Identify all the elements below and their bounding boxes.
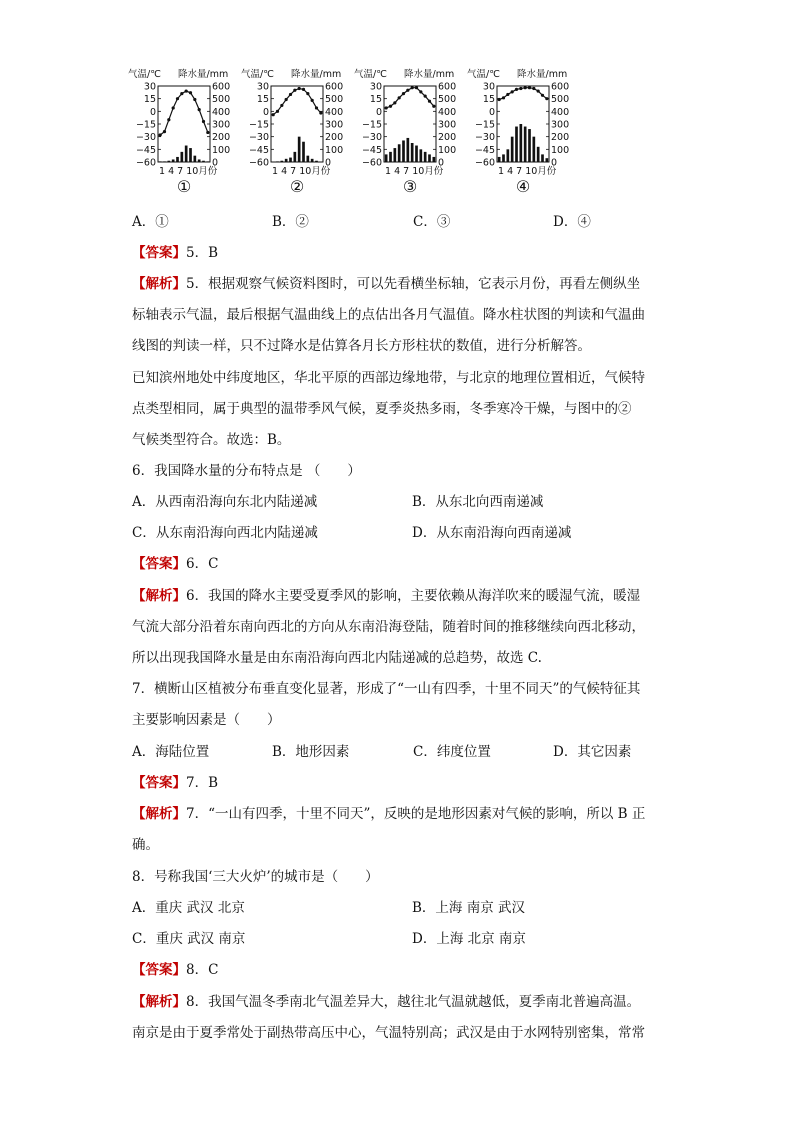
precip-bar xyxy=(393,148,396,162)
temp-point xyxy=(415,86,418,89)
explanation-8-line-2: 南京是由于夏季常处于副热带高压中心，气温特别高；武汉是由于水网特别密集，常常 xyxy=(132,1025,645,1041)
precip-bar xyxy=(185,146,188,162)
temp-point xyxy=(528,86,531,89)
climate-chart-1 xyxy=(128,66,240,200)
precip-tick-label: 100 xyxy=(438,144,457,156)
precip-bar xyxy=(406,138,409,162)
precip-tick-label: 300 xyxy=(212,119,231,131)
temp-point xyxy=(189,91,192,94)
temp-point xyxy=(524,86,527,89)
temp-axis-label: 气温/℃ xyxy=(128,69,161,80)
precip-bar xyxy=(398,144,401,162)
explanation-text: 6．我国的降水主要受夏季风的影响，主要依赖从海洋吹来的暖湿气流，暖湿 xyxy=(186,588,641,604)
temp-point xyxy=(498,98,501,101)
precip-tick-label: 300 xyxy=(325,119,344,131)
precip-tick-label: 600 xyxy=(212,81,231,93)
answer-6 xyxy=(132,554,218,574)
q7-option-d: D．其它因素 xyxy=(553,744,632,760)
precip-bar xyxy=(202,161,205,162)
precip-bar xyxy=(411,143,414,162)
precip-tick-label: 0 xyxy=(212,157,219,169)
precip-bar xyxy=(285,159,288,162)
question-7-line-2: 主要影响因素是（ ） xyxy=(132,712,281,728)
precip-tick-label: 200 xyxy=(438,132,457,144)
precip-tick-label: 400 xyxy=(551,106,570,118)
temp-tick-label: −45 xyxy=(361,144,382,156)
climate-chart-4 xyxy=(467,66,579,200)
precip-bar xyxy=(167,161,170,162)
precip-bar xyxy=(402,140,405,162)
precip-bar xyxy=(298,137,301,162)
precip-bar xyxy=(385,154,388,162)
temp-axis-label: 气温/℃ xyxy=(467,69,500,80)
q8-option-b: B．上海 南京 武汉 xyxy=(412,900,526,916)
precip-tick-label: 600 xyxy=(551,81,570,93)
precip-tick-label: 200 xyxy=(325,132,344,144)
q5-option-d: D．④ xyxy=(553,214,591,230)
explanation-7-line-1 xyxy=(132,804,645,824)
precip-bar xyxy=(428,154,431,162)
precip-bar xyxy=(206,161,209,162)
q8-option-a: A．重庆 武汉 北京 xyxy=(132,900,245,916)
temp-tick-label: −30 xyxy=(361,132,382,144)
climate-chart-3 xyxy=(354,66,466,200)
q7-option-c: C．纬度位置 xyxy=(413,744,491,760)
precip-bar xyxy=(498,157,501,162)
explanation-5-line-2: 标轴表示气温，最后根据气温曲线上的点估出各月气温值。降水柱状图的判读和气温曲 xyxy=(132,307,645,323)
explanation-5-line-4: 已知滨州地处中纬度地区，华北平原的西部边缘地带，与北京的地理位置相近，气候特 xyxy=(132,370,645,386)
plot-frame xyxy=(158,86,210,162)
temp-point xyxy=(285,98,288,101)
temp-line xyxy=(499,88,547,100)
precip-tick-label: 100 xyxy=(551,144,570,156)
month-axis-label: 1 4 7 10月份 xyxy=(498,166,557,177)
precip-tick-label: 0 xyxy=(551,157,558,169)
q5-option-b: B．② xyxy=(272,214,309,230)
temp-point xyxy=(428,100,431,103)
precip-axis-label: 降水量/mm xyxy=(291,69,342,80)
q6-option-c: C．从东南沿海向西北内陆递减 xyxy=(132,525,318,541)
precip-bar xyxy=(189,148,192,162)
explanation-text: 8．我国气温冬季南北气温差异大，越往北气温就越低，夏季南北普遍高温。 xyxy=(186,994,641,1010)
temp-tick-label: 30 xyxy=(369,81,382,93)
temp-point xyxy=(293,89,296,92)
temp-point xyxy=(298,87,301,90)
temp-point xyxy=(276,110,279,113)
month-axis-label: 1 4 7 10月份 xyxy=(385,166,444,177)
explanation-tag: 【解析】 xyxy=(132,276,186,292)
explanation-6-line-2: 气流大部分沿着东南向西北的方向从东南沿海登陆，随着时间的推移继续向西北移动， xyxy=(132,619,645,635)
precip-bar xyxy=(389,152,392,162)
temp-point xyxy=(502,96,505,99)
answer-tag: 【答案】 xyxy=(132,775,186,791)
answer-text: 7．B xyxy=(186,775,219,791)
temp-point xyxy=(163,130,166,133)
precip-bar xyxy=(302,142,305,162)
temp-point xyxy=(315,106,318,109)
month-axis-label: 1 4 7 10月份 xyxy=(159,166,218,177)
explanation-tag: 【解析】 xyxy=(132,994,186,1010)
temp-point xyxy=(515,88,518,91)
temp-tick-label: −45 xyxy=(135,144,156,156)
chart-index: ④ xyxy=(515,177,531,196)
temp-tick-label: 0 xyxy=(488,106,495,118)
explanation-text: 5．根据观察气候资料图时，可以先看横坐标轴，它表示月份，再看左侧纵坐 xyxy=(186,276,641,292)
temp-point xyxy=(159,133,162,136)
chart-index: ③ xyxy=(402,177,418,196)
question-6-stem: 6．我国降水量的分布特点是 （ ） xyxy=(132,463,361,479)
question-8-stem: 8．号称我国‘三大火炉’的城市是（ ） xyxy=(132,869,379,885)
precip-bar xyxy=(276,161,279,162)
precip-bar xyxy=(532,137,535,162)
precip-bar xyxy=(415,146,418,162)
precip-tick-label: 200 xyxy=(212,132,231,144)
precip-bar xyxy=(311,159,314,162)
temp-point xyxy=(432,105,435,108)
climate-chart-2 xyxy=(241,66,353,200)
precip-bar xyxy=(515,127,518,162)
temp-tick-label: −60 xyxy=(248,157,269,169)
precip-bar xyxy=(424,152,427,162)
temp-tick-label: −15 xyxy=(474,119,495,131)
precip-tick-label: 100 xyxy=(212,144,231,156)
precip-bar xyxy=(524,127,527,162)
q8-option-d: D．上海 北京 南京 xyxy=(412,931,526,947)
explanation-5-line-1 xyxy=(132,274,640,294)
answer-text: 5．B xyxy=(186,245,219,261)
precip-bar xyxy=(180,152,183,162)
precip-bar xyxy=(163,161,166,162)
temp-point xyxy=(506,93,509,96)
temp-line xyxy=(386,88,434,108)
temp-point xyxy=(519,87,522,90)
explanation-8-line-1 xyxy=(132,992,640,1012)
plot-frame xyxy=(384,86,436,162)
temp-point xyxy=(185,89,188,92)
precip-tick-label: 500 xyxy=(325,94,344,106)
precip-tick-label: 0 xyxy=(325,157,332,169)
temp-point xyxy=(406,89,409,92)
temp-point xyxy=(398,96,401,99)
precip-bar xyxy=(537,147,540,162)
temp-axis-label: 气温/℃ xyxy=(354,69,387,80)
temp-point xyxy=(511,90,514,93)
precip-bar xyxy=(280,161,283,162)
precip-tick-label: 300 xyxy=(438,119,457,131)
q8-option-c: C．重庆 武汉 南京 xyxy=(132,931,246,947)
climate-chart-svg xyxy=(354,66,466,200)
q7-option-a: A．海陆位置 xyxy=(132,744,210,760)
temp-line xyxy=(273,89,321,115)
temp-point xyxy=(302,88,305,91)
temp-point xyxy=(319,111,322,114)
precip-tick-label: 300 xyxy=(551,119,570,131)
climate-chart-svg xyxy=(128,66,240,200)
temp-point xyxy=(289,93,292,96)
temp-point xyxy=(311,99,314,102)
temp-tick-label: 15 xyxy=(369,94,382,106)
precip-tick-label: 200 xyxy=(551,132,570,144)
precip-tick-label: 500 xyxy=(438,94,457,106)
precip-bar xyxy=(519,124,522,162)
temp-tick-label: −30 xyxy=(248,132,269,144)
precip-bar xyxy=(502,154,505,162)
climate-chart-svg xyxy=(241,66,353,200)
precip-bar xyxy=(506,149,509,162)
temp-tick-label: 15 xyxy=(143,94,156,106)
temp-tick-label: 15 xyxy=(256,94,269,106)
temp-tick-label: −15 xyxy=(135,119,156,131)
precip-bar xyxy=(176,157,179,162)
precip-tick-label: 400 xyxy=(438,106,457,118)
temp-tick-label: −60 xyxy=(474,157,495,169)
temp-tick-label: 30 xyxy=(256,81,269,93)
temp-tick-label: −30 xyxy=(474,132,495,144)
answer-8 xyxy=(132,960,218,980)
precip-bar xyxy=(432,157,435,162)
plot-frame xyxy=(271,86,323,162)
temp-point xyxy=(172,106,175,109)
temp-point xyxy=(393,101,396,104)
q7-option-b: B．地形因素 xyxy=(272,744,350,760)
precip-bar xyxy=(193,156,196,162)
precip-tick-label: 400 xyxy=(212,106,231,118)
answer-tag: 【答案】 xyxy=(132,556,186,572)
q6-option-d: D．从东南沿海向西南递减 xyxy=(412,525,572,541)
precip-bar xyxy=(545,158,548,162)
temp-tick-label: 30 xyxy=(482,81,495,93)
explanation-tag: 【解析】 xyxy=(132,588,186,604)
precip-bar xyxy=(306,156,309,162)
temp-point xyxy=(176,97,179,100)
temp-point xyxy=(411,86,414,89)
temp-point xyxy=(419,90,422,93)
temp-tick-label: −60 xyxy=(361,157,382,169)
answer-5 xyxy=(132,243,218,263)
explanation-5-line-5: 点类型相同，属于典型的温带季风气候，夏季炎热多雨，冬季寒冷干燥，与图中的② xyxy=(132,401,632,417)
precip-bar xyxy=(315,161,318,162)
explanation-5-line-3: 线图的判读一样，只不过降水是估算各月长方形柱状的数值，进行分析解答。 xyxy=(132,338,591,354)
precip-tick-label: 500 xyxy=(551,94,570,106)
temp-point xyxy=(424,95,427,98)
q6-option-a: A．从西南沿海向东北内陆递减 xyxy=(132,494,318,510)
temp-tick-label: −15 xyxy=(361,119,382,131)
temp-point xyxy=(202,120,205,123)
question-7-line-1: 7．横断山区植被分布垂直变化显著，形成了“一山有四季，十里不同天”的气候特征其 xyxy=(132,681,641,697)
answer-tag: 【答案】 xyxy=(132,245,186,261)
answer-7 xyxy=(132,773,218,793)
precip-tick-label: 0 xyxy=(438,157,445,169)
temp-point xyxy=(167,118,170,121)
temp-point xyxy=(306,92,309,95)
temp-point xyxy=(545,97,548,100)
temp-point xyxy=(280,104,283,107)
temp-tick-label: −15 xyxy=(248,119,269,131)
temp-point xyxy=(198,108,201,111)
explanation-7-line-2: 确。 xyxy=(132,837,159,853)
temp-tick-label: 15 xyxy=(482,94,495,106)
temp-tick-label: −60 xyxy=(135,157,156,169)
temp-tick-label: 30 xyxy=(143,81,156,93)
temp-tick-label: 0 xyxy=(262,106,269,118)
precip-tick-label: 100 xyxy=(325,144,344,156)
temp-point xyxy=(193,98,196,101)
explanation-6-line-1 xyxy=(132,586,640,606)
temp-axis-label: 气温/℃ xyxy=(241,69,274,80)
precip-bar xyxy=(198,159,201,162)
chart-index: ② xyxy=(289,177,305,196)
precip-axis-label: 降水量/mm xyxy=(404,69,455,80)
month-axis-label: 1 4 7 10月份 xyxy=(272,166,331,177)
explanation-5-line-6: 气候类型符合。故选：B。 xyxy=(132,432,291,448)
precip-bar xyxy=(172,159,175,162)
precip-bar xyxy=(528,129,531,162)
precip-axis-label: 降水量/mm xyxy=(178,69,229,80)
precip-bar xyxy=(419,149,422,162)
temp-point xyxy=(537,89,540,92)
temp-tick-label: −30 xyxy=(135,132,156,144)
temp-point xyxy=(206,131,209,134)
precip-bar xyxy=(289,158,292,162)
temp-point xyxy=(532,87,535,90)
precip-tick-label: 500 xyxy=(212,94,231,106)
precip-tick-label: 600 xyxy=(325,81,344,93)
temp-point xyxy=(389,105,392,108)
precip-bar xyxy=(293,152,296,162)
q5-option-a: A．① xyxy=(132,214,169,230)
precip-tick-label: 400 xyxy=(325,106,344,118)
temp-line xyxy=(160,91,208,135)
answer-text: 6．C xyxy=(186,556,219,572)
precip-axis-label: 降水量/mm xyxy=(517,69,568,80)
temp-tick-label: −45 xyxy=(474,144,495,156)
temp-point xyxy=(180,92,183,95)
temp-tick-label: 0 xyxy=(149,106,156,118)
temp-tick-label: −45 xyxy=(248,144,269,156)
precip-bar xyxy=(159,161,162,162)
explanation-6-line-3: 所以出现我国降水量是由东南沿海向西北内陆递减的总趋势，故选 C. xyxy=(132,650,542,666)
precip-bar xyxy=(511,137,514,162)
q6-option-b: B．从东北向西南递减 xyxy=(412,494,544,510)
precip-bar xyxy=(541,154,544,162)
explanation-tag: 【解析】 xyxy=(132,806,186,822)
answer-tag: 【答案】 xyxy=(132,962,186,978)
temp-point xyxy=(541,94,544,97)
climate-chart-svg xyxy=(467,66,579,200)
q5-option-c: C．③ xyxy=(413,214,451,230)
temp-point xyxy=(385,106,388,109)
climate-charts xyxy=(128,66,588,200)
precip-tick-label: 600 xyxy=(438,81,457,93)
explanation-text: 7．“一山有四季，十里不同天”，反映的是地形因素对气候的影响，所以 B 正 xyxy=(186,806,646,822)
chart-index: ① xyxy=(176,177,192,196)
temp-point xyxy=(272,113,275,116)
temp-tick-label: 0 xyxy=(375,106,382,118)
temp-point xyxy=(402,92,405,95)
answer-text: 8．C xyxy=(186,962,219,978)
